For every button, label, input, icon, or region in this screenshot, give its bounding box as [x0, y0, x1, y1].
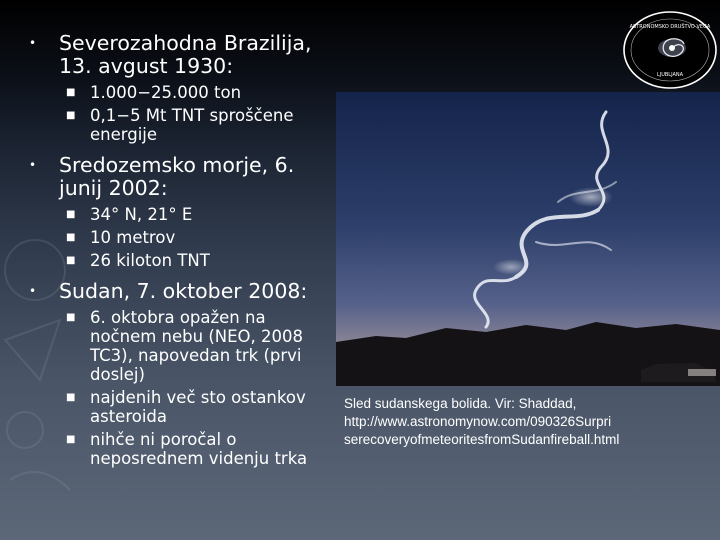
square-bullet-icon: ■: [66, 434, 76, 445]
bullet-list: [28, 32, 328, 478]
bullet-brazil: [28, 32, 328, 78]
sub-item: [66, 83, 328, 102]
square-bullet-icon: ■: [66, 87, 76, 98]
bullet-mediterranean: [28, 154, 328, 200]
sub-list-mediterranean: [66, 205, 328, 270]
sub-item: [66, 228, 328, 247]
bullet-dot-icon: •: [29, 36, 37, 50]
bullet-title-mediterranean: Sredozemsko morje, 6. junij 2002:: [59, 153, 295, 200]
sub-item: [66, 308, 328, 384]
caption-link-line-2[interactable]: http://www.astronomynow.com/090326Surpri: [344, 414, 612, 429]
sub-item-text: 26 kiloton TNT: [90, 251, 210, 270]
fireball-trail-photo: [336, 92, 720, 386]
bullet-title-sudan: Sudan, 7. oktober 2008:: [59, 279, 308, 303]
sub-item-text: 34° N, 21° E: [90, 205, 193, 224]
square-bullet-icon: ■: [66, 255, 76, 266]
caption-link-line-3[interactable]: serecoveryofmeteoritesfromSudanfireball.html: [344, 432, 620, 447]
sub-item-text: 10 metrov: [90, 228, 176, 247]
bullet-title-brazil: Severozahodna Brazilija, 13. avgust 1930:: [59, 31, 312, 78]
photo-caption: [344, 395, 684, 449]
sub-item: [66, 205, 328, 224]
sub-item-text: najdenih več sto ostankov asteroida: [90, 388, 306, 426]
sub-item: [66, 251, 328, 270]
bullet-dot-icon: •: [29, 158, 37, 172]
caption-line-1: Sled sudanskega bolida. Vir: Shaddad,: [344, 396, 577, 411]
square-bullet-icon: ■: [66, 232, 76, 243]
square-bullet-icon: ■: [66, 312, 76, 323]
bullet-sudan: [28, 280, 328, 303]
logo-top-text: ASTRONOMSKO DRUŠTVO VEGA: [629, 24, 711, 30]
sub-item-text: 6. oktobra opažen na nočnem nebu (NEO, 2008 TC3), napovedan trk (prvi doslej): [90, 308, 304, 384]
logo-bottom-text: LJUBLJANA: [656, 72, 684, 78]
sub-item: [66, 388, 328, 426]
bullet-dot-icon: •: [29, 284, 37, 298]
sub-item-text: 0,1−5 Mt TNT sproščene energije: [90, 106, 294, 144]
sub-item-text: nihče ni poročal o neposrednem videnju trka: [90, 430, 308, 468]
square-bullet-icon: ■: [66, 110, 76, 121]
sub-item: [66, 430, 328, 468]
sub-item: [66, 106, 328, 144]
astronomy-society-logo: [622, 10, 718, 90]
square-bullet-icon: ■: [66, 209, 76, 220]
sub-list-brazil: [66, 83, 328, 144]
sub-item-text: 1.000−25.000 ton: [90, 83, 242, 102]
square-bullet-icon: ■: [66, 392, 76, 403]
sub-list-sudan: [66, 308, 328, 468]
